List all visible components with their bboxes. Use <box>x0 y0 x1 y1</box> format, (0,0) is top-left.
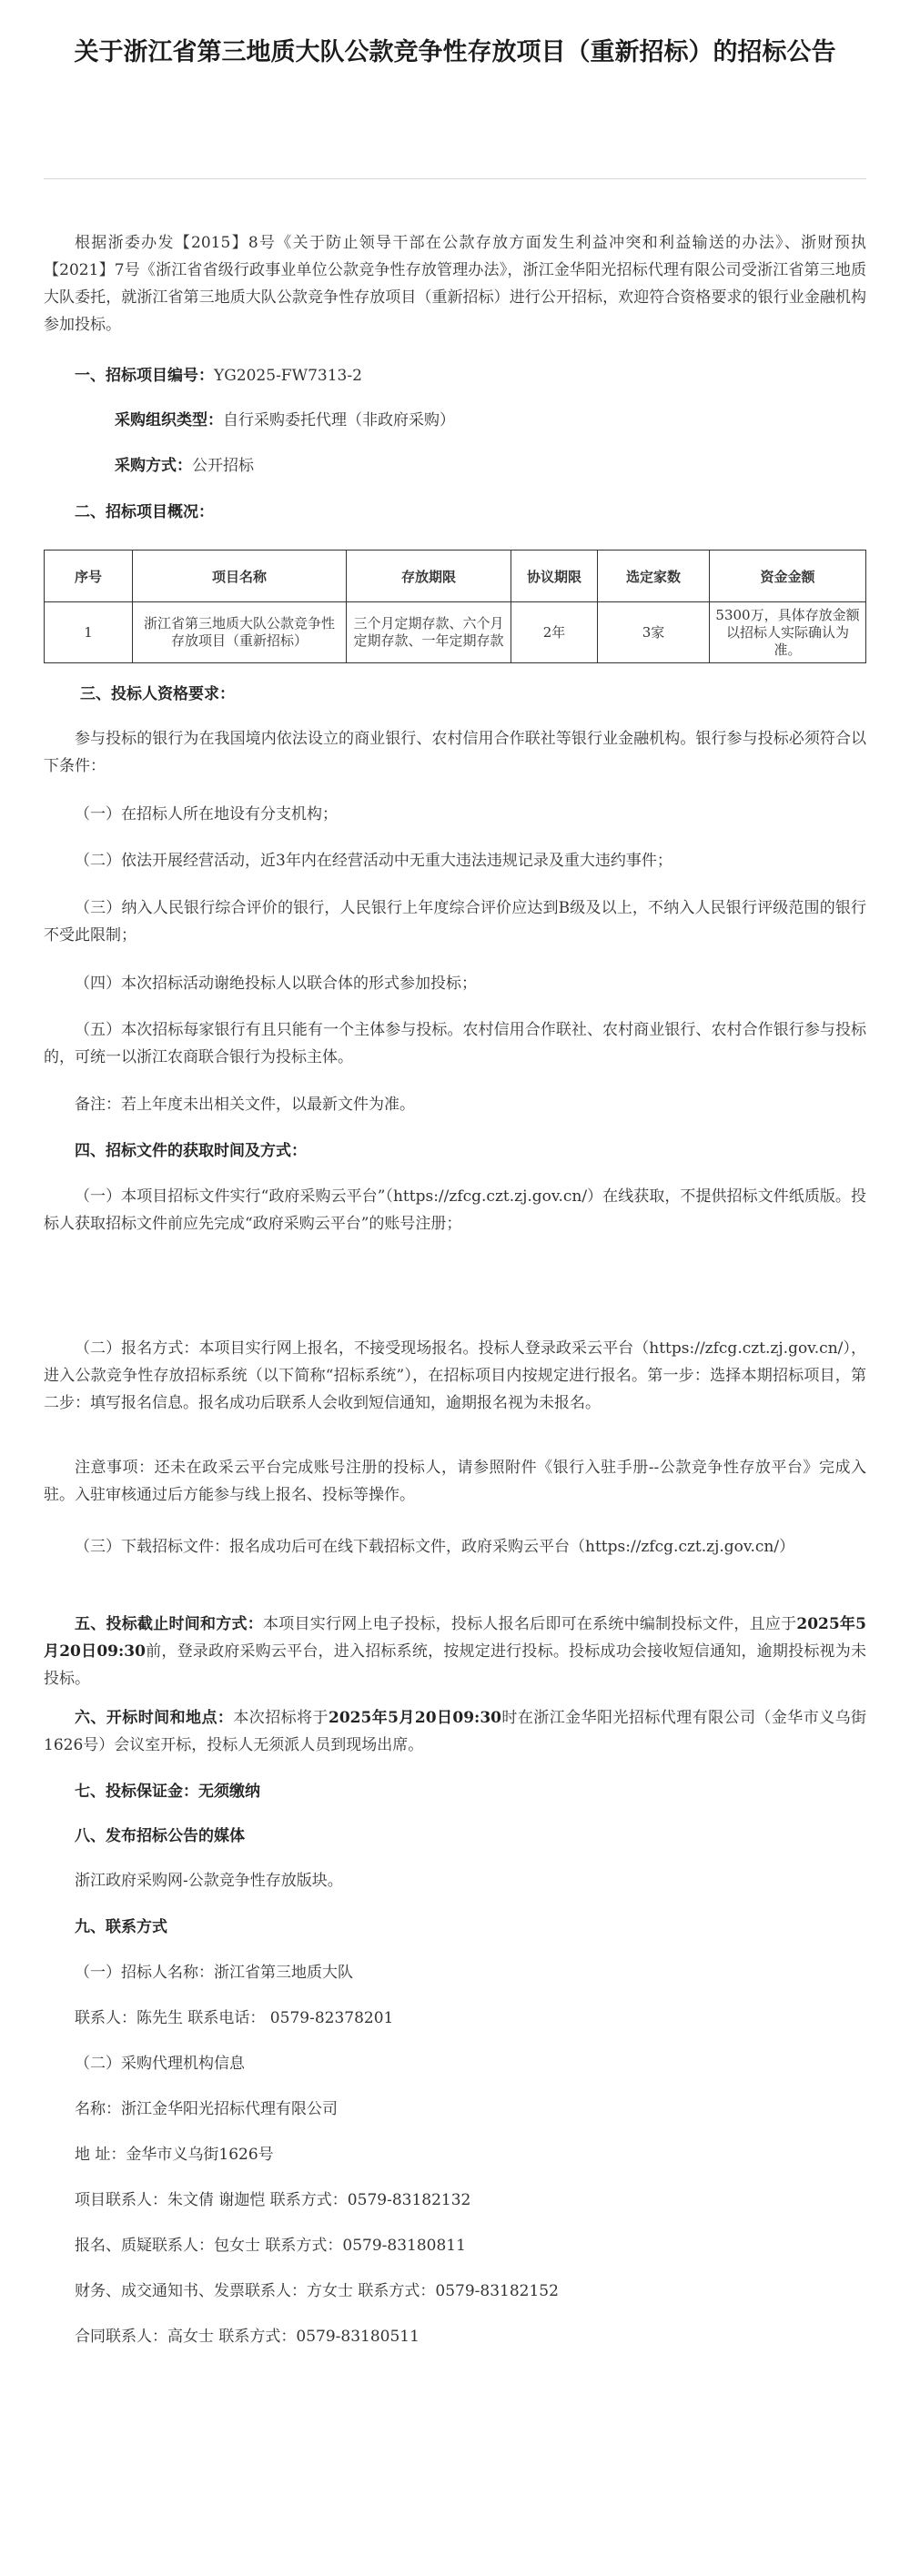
contact-line: （一）招标人名称：浙江省第三地质大队 <box>75 1964 353 1982</box>
bid-deadline-time: 2025年5月20日09:30 <box>44 1615 866 1661</box>
document-access-item-1: （一）本项目招标文件实行“政府采购云平台”（https://zfcg.czt.zj.gov.cn/）在线获取，不提供招标文件纸质版。投标人获取招标文件前应先完成“政府采购云平台”的账号注册； <box>44 1187 866 1233</box>
section-9-heading: 九、联系方式 <box>75 1918 167 1936</box>
section-8-heading: 八、发布招标公告的媒体 <box>75 1827 245 1845</box>
qualification-item-5: （五）本次招标每家银行有且只能有一个主体参与投标。农村信用合作联社、农村商业银行、农村合作银行参与投标的，可统一以浙江农商联合银行为投标主体。 <box>44 1021 866 1066</box>
section-1-project-code <box>44 362 866 389</box>
contact-line: 财务、成交通知书、发票联系人：方女士 联系方式：0579-83182152 <box>75 2282 559 2300</box>
cell-agreement-term: 2年 <box>511 602 598 663</box>
section-5-heading: 五、投标截止时间和方式： <box>75 1615 263 1633</box>
table-row <box>45 602 866 663</box>
col-header-selected-count: 选定家数 <box>598 551 710 602</box>
col-header-agreement-term: 协议期限 <box>511 551 598 602</box>
section-1-heading: 一、招标项目编号： <box>75 367 214 385</box>
section-3-intro: 参与投标的银行为在我国境内依法设立的商业银行、农村信用合作联社等银行业金融机构。银行参与投标必须符合以下条件： <box>44 730 866 775</box>
registration-notice: 注意事项：还未在政采云平台完成账号注册的投标人，请参照附件《银行入驻手册--公款竞争性存放平台》完成入驻。入驻审核通过后方能参与线上报名、投标等操作。 <box>44 1459 866 1504</box>
cell-project-name: 浙江省第三地质大队公款竞争性存放项目（重新招标） <box>133 602 347 663</box>
title-divider <box>44 178 866 179</box>
method-value: 公开招标 <box>192 457 254 475</box>
contact-line: 名称：浙江金华阳光招标代理有限公司 <box>75 2100 338 2118</box>
bid-deadline-text-2: 前，登录政府采购云平台，进入招标系统，按规定进行投标。投标成功会接收短信通知，逾期投标视为未投标。 <box>44 1642 866 1688</box>
project-overview-table <box>44 550 866 663</box>
org-type-label: 采购组织类型： <box>115 411 223 429</box>
procurement-method <box>44 452 866 480</box>
org-type-value: 自行采购委托代理（非政府采购） <box>223 411 455 429</box>
procurement-org-type <box>44 407 866 434</box>
page-title: 关于浙江省第三地质大队公款竞争性存放项目（重新招标）的招标公告 <box>74 38 836 66</box>
contact-line: 联系人：陈先生 联系电话： 0579-82378201 <box>75 2009 394 2027</box>
section-2-heading: 二、招标项目概况： <box>75 503 214 521</box>
qualification-note: 备注：若上年度未出相关文件，以最新文件为准。 <box>75 1096 415 1114</box>
col-header-project-name: 项目名称 <box>133 551 347 602</box>
col-header-fund-amount: 资金金额 <box>710 551 866 602</box>
qualification-item-2: （二）依法开展经营活动，近3年内在经营活动中无重大违法违规记录及重大违约事件； <box>75 852 672 870</box>
intro-paragraph: 根据浙委办发【2015】8号《关于防止领导干部在公款存放方面发生利益冲突和利益输送的办法》、浙财预执【2021】7号《浙江省省级行政事业单位公款竞争性存放管理办法》，浙江金华阳光招标代理有限公司受浙江省第三地质大队委托，就浙江省第三地质大队公款竞争性存放项目（重新招标）进行公开招标，欢迎符合资格要求的银行业金融机构参加投标。 <box>44 234 866 334</box>
table-header-row <box>45 551 866 602</box>
document-download: （三）下载招标文件：报名成功后可在线下载招标文件，政府采购云平台（https://zfcg.czt.zj.gov.cn/） <box>75 1538 795 1556</box>
section-7-heading: 七、投标保证金：无须缴纳 <box>75 1783 260 1801</box>
section-6-bid-opening <box>44 1704 866 1759</box>
contact-line: （二）采购代理机构信息 <box>75 2055 245 2073</box>
qualification-item-4: （四）本次招标活动谢绝投标人以联合体的形式参加投标； <box>75 975 477 993</box>
contact-line: 地 址：金华市义乌街1626号 <box>75 2146 274 2164</box>
col-header-index: 序号 <box>45 551 133 602</box>
registration-method: （二）报名方式：本项目实行网上报名，不接受现场报名。投标人登录政采云平台（https://zfcg.czt.zj.gov.cn/），进入公款竞争性存放招标系统（以下简称“招标系统”），在招标项目内按规定进行报名。第一步：选择本期招标项目，第二步：填写报名信息。报名成功后联系人会收到短信通知，逾期报名视为未报名。 <box>44 1339 866 1412</box>
qualification-item-1: （一）在招标人所在地设有分支机构； <box>75 805 338 823</box>
cell-index: 1 <box>45 602 133 663</box>
method-label: 采购方式： <box>115 457 192 475</box>
contact-line: 报名、质疑联系人：包女士 联系方式：0579-83180811 <box>75 2237 466 2255</box>
section-5-bid-deadline <box>44 1611 866 1692</box>
bid-opening-time: 2025年5月20日09:30 <box>328 1709 501 1727</box>
cell-fund-amount: 5300万，具体存放金额以招标人实际确认为准。 <box>710 602 866 663</box>
publication-media: 浙江政府采购网-公款竞争性存放版块。 <box>75 1872 343 1890</box>
section-6-heading: 六、开标时间和地点： <box>75 1709 234 1727</box>
bid-deadline-text-1: 本项目实行网上电子投标，投标人报名后即可在系统中编制投标文件，且应于 <box>262 1615 797 1633</box>
cell-selected-count: 3家 <box>598 602 710 663</box>
bid-opening-text-1: 本次招标将于 <box>233 1709 329 1727</box>
contact-line: 项目联系人：朱文倩 谢迦恺 联系方式：0579-83182132 <box>75 2191 471 2209</box>
contact-line: 合同联系人：高女士 联系方式：0579-83180511 <box>75 2328 420 2346</box>
qualification-item-3: （三）纳入人民银行综合评价的银行，人民银行上年度综合评价应达到B级及以上，不纳入人民银行评级范围的银行不受此限制； <box>44 899 866 945</box>
section-4-heading: 四、招标文件的获取时间及方式： <box>75 1142 307 1160</box>
section-3-heading: 三、投标人资格要求： <box>80 685 235 703</box>
project-code: YG2025-FW7313-2 <box>214 367 362 385</box>
cell-deposit-term: 三个月定期存款、六个月定期存款、一年定期存款 <box>347 602 511 663</box>
col-header-deposit-term: 存放期限 <box>347 551 511 602</box>
bid-opening-text-2: 时在浙江金华阳光招标代理有限公司（金华市义乌街1626号）会议室开标，投标人无须派人员到现场出席。 <box>44 1709 867 1754</box>
